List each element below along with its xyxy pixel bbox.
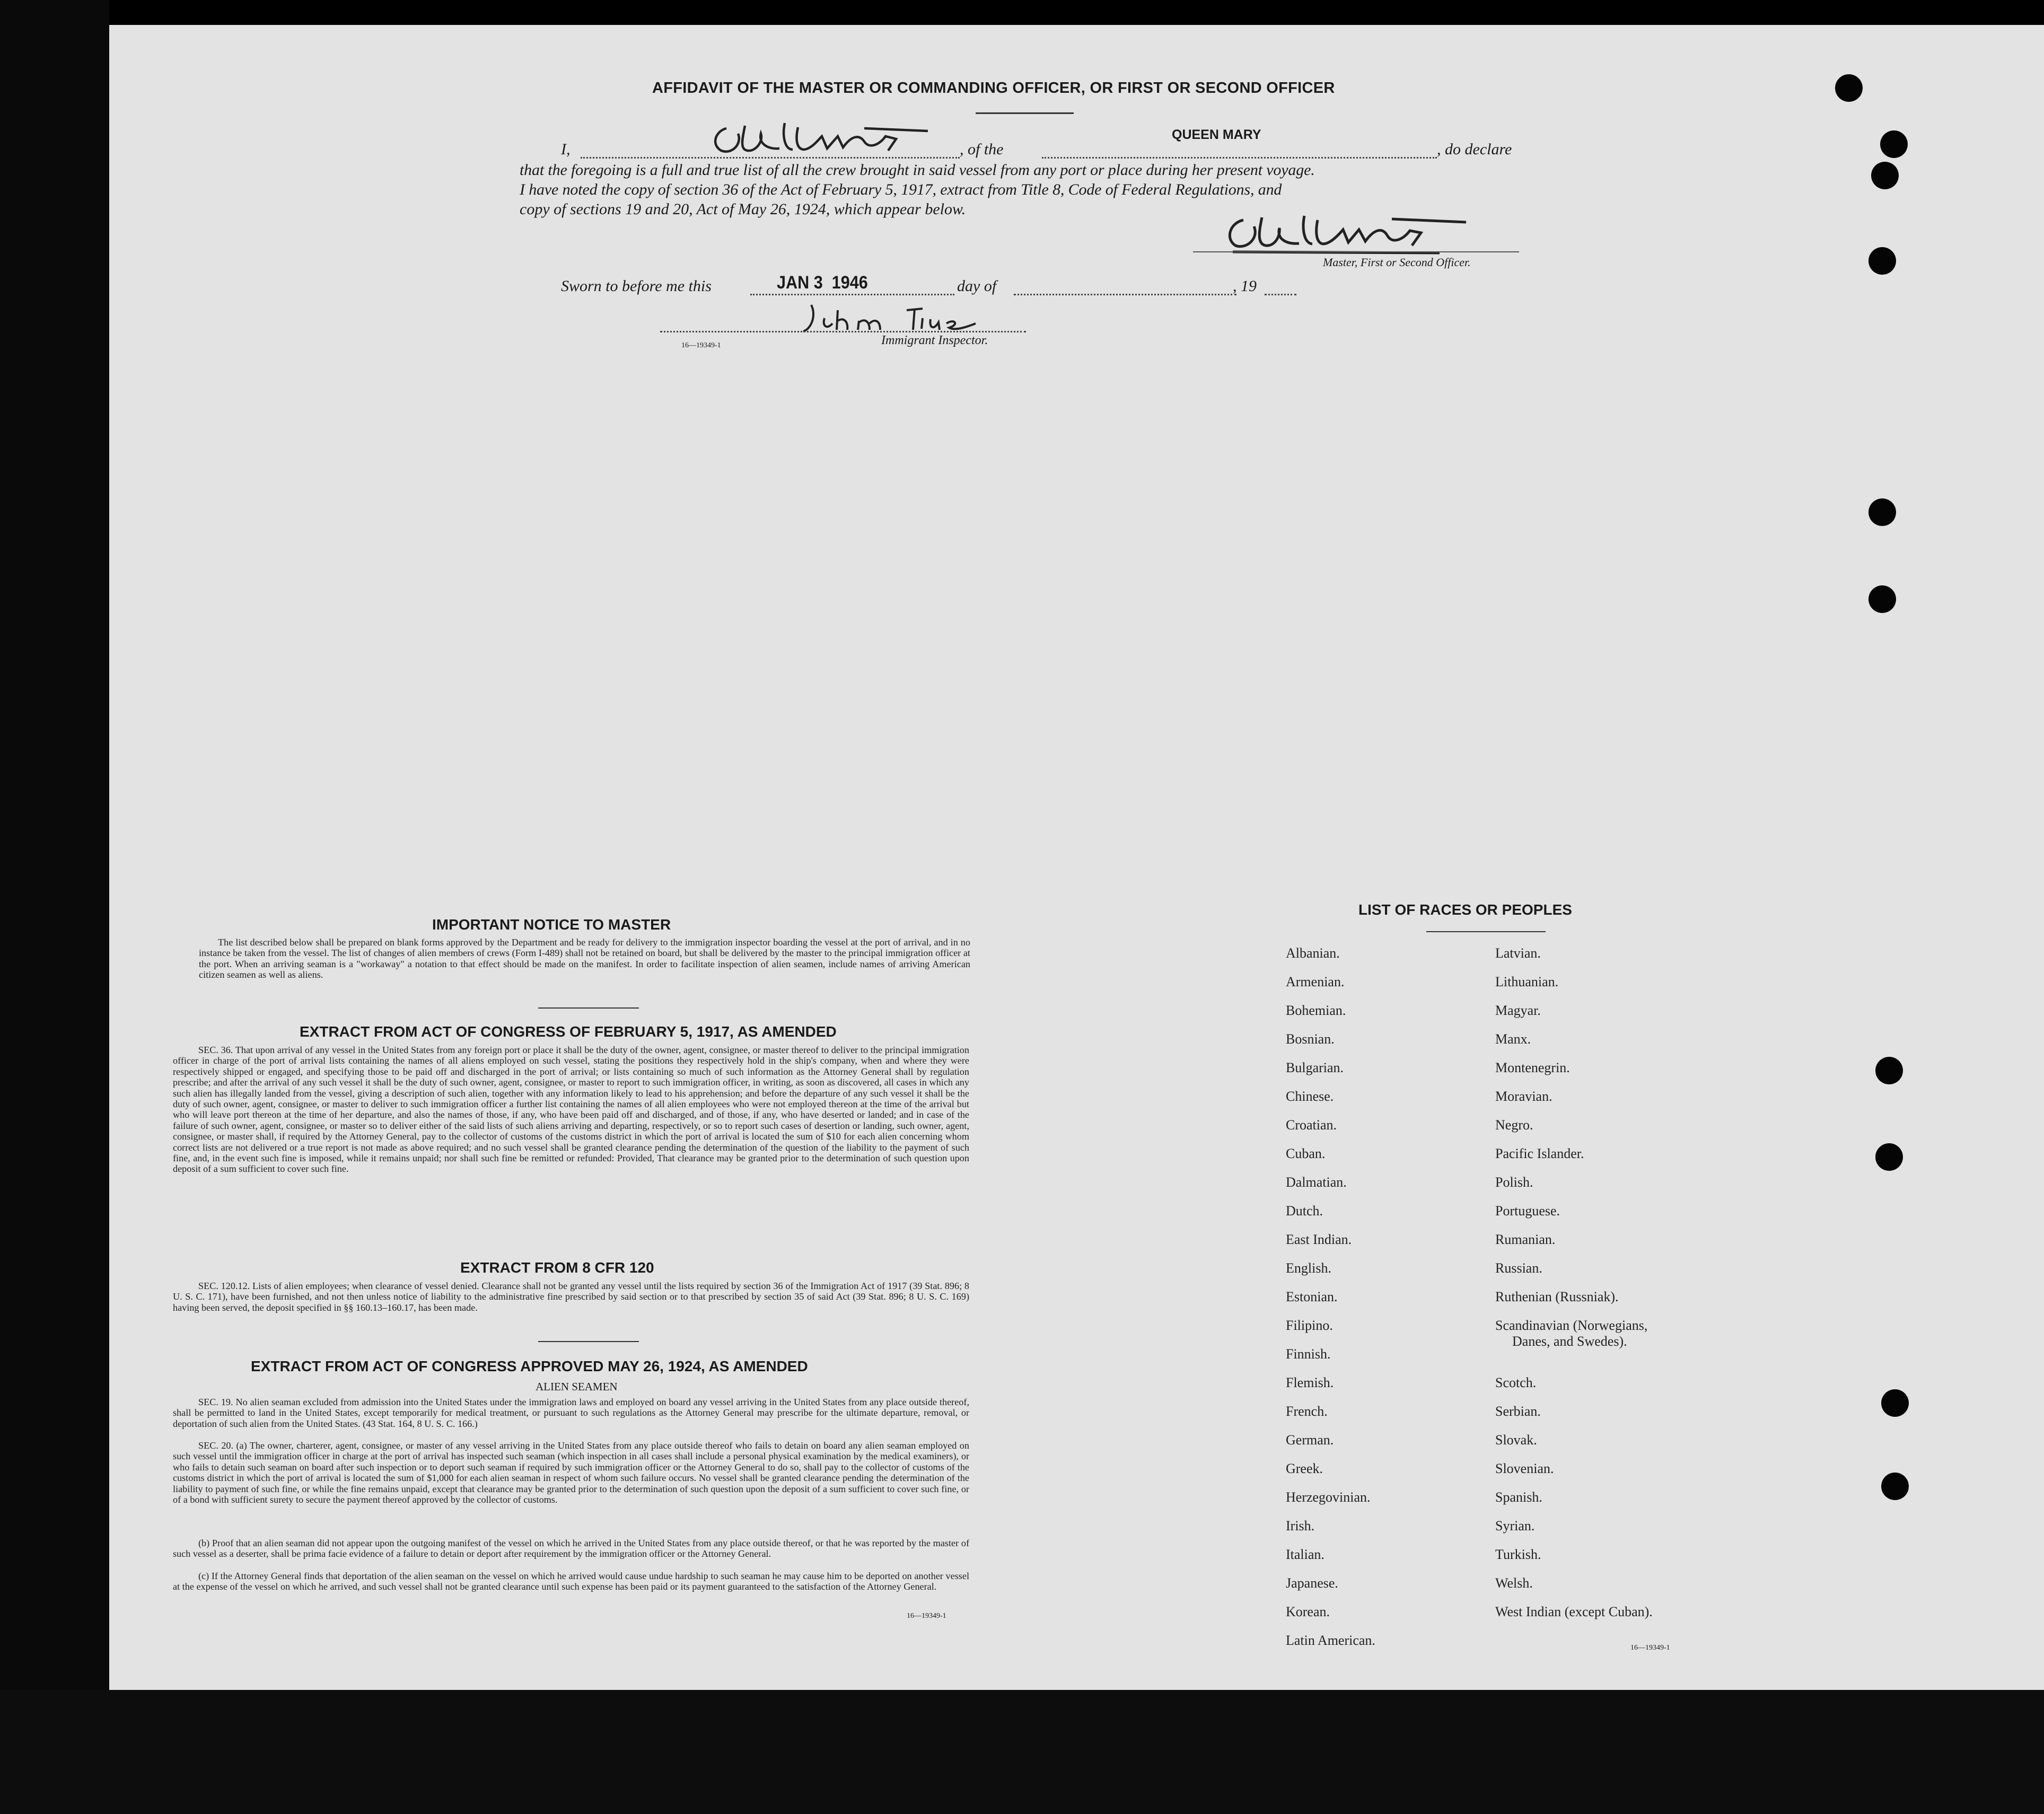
race-item: Cuban.: [1286, 1146, 1326, 1161]
race-item: Manx.: [1495, 1031, 1531, 1047]
scan-border-left: [0, 0, 109, 1814]
punch-hole: [1875, 1057, 1903, 1084]
declarant-prefix: I,: [561, 141, 571, 158]
punch-hole: [1880, 130, 1908, 158]
race-item: Syrian.: [1495, 1518, 1535, 1533]
race-item: Ruthenian (Russniak).: [1495, 1289, 1619, 1304]
race-item: Bosnian.: [1286, 1031, 1335, 1047]
race-item: Korean.: [1286, 1604, 1330, 1619]
race-item: Pacific Islander.: [1495, 1146, 1584, 1161]
sworn-prefix: Sworn to before me this: [561, 277, 712, 295]
race-item: Slovenian.: [1495, 1461, 1554, 1476]
race-item: Estonian.: [1286, 1289, 1338, 1304]
extract-1924-sec20a: SEC. 20. (a) The owner, charterer, agent, consignee, or master of any vessel arriving in the United States from any place outside thereof who fails to detain on board any alien seaman employed on such vessel until the immigration officer in charge at the port of arrival has inspected such seaman (which inspection in all cases shall include a personal physical examination by the medical examiners), or who fails to detain such seaman on board after such inspection or to deport such seaman if required by such immigration officer or the Attorney General to do so, shall pay to the collector of customs of the customs district in which the port of arrival is located the sum of $1,000 for each alien seaman in respect of whom such failure occurs. No vessel shall be granted clearance pending the determination of the liability to payment of such fine, or while the fine remains unpaid, except that clearance may be granted prior to the determination of such question upon the deposit of a sum sufficient to cover such fine, or of a bond with sufficient surety to secure the payment thereof approved by the collector of customs.: [173, 1440, 969, 1505]
punch-hole: [1835, 74, 1863, 102]
master-caption: Master, First or Second Officer.: [1323, 256, 1471, 269]
race-item: Serbian.: [1495, 1404, 1541, 1419]
race-item: Filipino.: [1286, 1318, 1333, 1333]
race-item: Dutch.: [1286, 1203, 1323, 1219]
punch-hole: [1868, 247, 1896, 275]
vessel-blank: [1042, 157, 1437, 159]
races-title-underline: [1426, 931, 1546, 932]
punch-hole: [1875, 1143, 1903, 1171]
extract-1924-title: EXTRACT FROM ACT OF CONGRESS APPROVED MAY 26, 1924, AS AMENDED: [251, 1358, 808, 1374]
extract-1924-sec20c: (c) If the Attorney General finds that deportation of the alien seaman on the vessel on which he arrived would cause undue hardship to such seaman he may cause him to be deported on another vessel at the expense of the vessel on which he arrived, and such vessel shall not be granted clearance until such expense has been paid or its payment guaranteed to the satisfaction of the Attorney General.: [173, 1571, 969, 1592]
race-item: Chinese.: [1286, 1089, 1334, 1104]
extract-form-number: 16—19349-1: [907, 1612, 946, 1620]
race-item: Turkish.: [1495, 1547, 1541, 1562]
race-item: Flemish.: [1286, 1375, 1334, 1390]
extract-cfr-title: EXTRACT FROM 8 CFR 120: [460, 1259, 654, 1276]
race-item: Scotch.: [1495, 1375, 1537, 1390]
punch-hole: [1868, 585, 1896, 613]
notice-title: IMPORTANT NOTICE TO MASTER: [432, 916, 671, 933]
month-blank: [1014, 294, 1236, 295]
punch-hole: [1868, 498, 1896, 526]
race-item: Scandinavian (Norwegians,: [1495, 1318, 1648, 1333]
title-underline: [976, 112, 1074, 114]
extract-1924-sec20b: (b) Proof that an alien seaman did not appear upon the outgoing manifest of the vessel on which he arrived in the United States from any place outside thereof, or that he was reported by the master of such vessel as a deserter, shall be prima facie evidence of a failure to detain or deport after requirement by the immigration officer or the Attorney General.: [173, 1538, 969, 1559]
race-item: Irish.: [1286, 1518, 1315, 1533]
scan-border-bottom: [0, 1690, 2044, 1814]
race-item: Japanese.: [1286, 1575, 1338, 1591]
races-title: LIST OF RACES OR PEOPLES: [1358, 901, 1572, 918]
race-item: Albanian.: [1286, 945, 1340, 961]
affidavit-body-line1: that the foregoing is a full and true list of all the crew brought in said vessel from any port or place during her present voyage.: [520, 161, 1315, 179]
year-prefix: , 19: [1233, 277, 1257, 295]
sworn-date-stamp: JAN 3 1946: [777, 273, 868, 293]
race-item: Lithuanian.: [1495, 974, 1559, 989]
race-item: Magyar.: [1495, 1003, 1541, 1018]
inspector-caption: Immigrant Inspector.: [881, 334, 988, 347]
race-item: Croatian.: [1286, 1117, 1337, 1133]
year-blank: [1265, 294, 1296, 295]
divider: [538, 1007, 639, 1009]
race-item: German.: [1286, 1432, 1334, 1448]
do-declare-label: , do declare: [1437, 141, 1512, 158]
affidavit-form-number: 16—19349-1: [681, 341, 721, 349]
race-item: Moravian.: [1495, 1089, 1552, 1104]
race-item: Herzegovinian.: [1286, 1489, 1371, 1505]
race-item: Italian.: [1286, 1547, 1324, 1562]
divider: [538, 1341, 639, 1342]
race-item: English.: [1286, 1260, 1331, 1276]
race-item: Bulgarian.: [1286, 1060, 1344, 1075]
master-signature-line: [1193, 251, 1519, 252]
inspector-signature-line: [660, 331, 1026, 332]
races-left-column: [1286, 945, 1375, 1661]
declarant-signature: [705, 112, 938, 165]
race-item: Rumanian.: [1495, 1232, 1556, 1247]
race-item: East Indian.: [1286, 1232, 1352, 1247]
race-item: West Indian (except Cuban).: [1495, 1604, 1653, 1619]
affidavit-title: AFFIDAVIT OF THE MASTER OR COMMANDING OFFICER, OR FIRST OR SECOND OFFICER: [652, 80, 1335, 97]
extract-1924-subtitle: ALIEN SEAMEN: [536, 1380, 618, 1393]
extract-1917-text: SEC. 36. That upon arrival of any vessel in the United States from any foreign port or place it shall be the duty of the owner, agent, consignee, or master thereof to deliver to the principal immigration officer in charge of the port of arrival lists containing the names of all aliens employed on such vessel, stating the positions they respectively hold in the ship's company, when and where they were respectively shipped or engaged, and specifying those to be paid off and discharged in the port of arrival; or lists containing so much of such information as the Attorney General shall by regulation prescribe; and after the arrival of any such vessel it shall be the duty of such owner, agent, consignee, or master to report to such immigration officer, in writing, as soon as discovered, all cases in which any such alien has illegally landed from the vessel, giving a description of such alien, together with any information likely to lead to his apprehension; and before the departure of any such vessel it shall be the duty of such owner, agent, consignee, or master to deliver to such immigration officer a further list containing the names of all alien employees who were not employed thereon at the time of the arrival but who will leave port thereon at the time of her departure, and also the names of those, if any, who have been paid off and discharged, and of those, if any, who have deserted or landed; and in case of the failure of such owner, agent, consignee, or master so to deliver either of the said lists of such aliens arriving and departing, respectively, or so to report such cases of desertion or landing, such owner, agent, consignee, or master shall, if required by the Attorney General, pay to the collector of customs of the customs district in which the port of arrival is located the sum of $10 for each alien concerning whom correct lists are not delivered or a true report is not made as above required; and no such vessel shall be granted clearance pending the determination of the question of the liability to the payment of such fine, and, in the event such fine is imposed, while it remains unpaid; nor shall such fine be remitted or refunded: Provided, That clearance may be granted prior to the determination of such question upon deposit of a sum sufficient to cover such fine.: [173, 1045, 969, 1175]
race-item: French.: [1286, 1404, 1328, 1419]
races-form-number: 16—19349-1: [1630, 1644, 1670, 1652]
extract-cfr-text: SEC. 120.12. Lists of alien employees; when clearance of vessel denied. Clearance shall not be granted any vessel until the lists required by section 36 of the Immigration Act of 1917 (39 Stat. 896; 8 U. S. C. 171), have been furnished, and not then unless notice of liability to the administrative fine prescribed by said section or to that prescribed by section 35 of said Act (39 Stat. 896; 8 U. S. C. 169) having been served, the deposit specified in §§ 160.13–160.17, has been made.: [173, 1281, 969, 1313]
race-item: Portuguese.: [1495, 1203, 1560, 1219]
affidavit-body-line3: copy of sections 19 and 20, Act of May 26, 1924, which appear below.: [520, 200, 966, 218]
race-item: Dalmatian.: [1286, 1175, 1347, 1190]
sworn-day-blank: [750, 294, 954, 295]
race-item: Finnish.: [1286, 1346, 1331, 1362]
race-item: Welsh.: [1495, 1575, 1533, 1591]
race-item: Polish.: [1495, 1175, 1533, 1190]
race-item: Slovak.: [1495, 1432, 1537, 1448]
affidavit-body-line2: I have noted the copy of section 36 of the Act of February 5, 1917, extract from Title 8, Code of Federal Regulations, and: [520, 181, 1282, 198]
extract-1917-title: EXTRACT FROM ACT OF CONGRESS OF FEBRUARY 5, 1917, AS AMENDED: [300, 1023, 837, 1040]
punch-hole: [1871, 162, 1899, 189]
punch-hole: [1881, 1389, 1909, 1417]
race-item: Spanish.: [1495, 1489, 1542, 1505]
race-item: Bohemian.: [1286, 1003, 1346, 1018]
race-item: Latin American.: [1286, 1633, 1375, 1648]
of-the-label: , of the: [960, 141, 1004, 158]
vessel-name: QUEEN MARY: [1172, 127, 1261, 142]
extract-1924-sec19: SEC. 19. No alien seaman excluded from admission into the United States under the immigration laws and employed on board any vessel arriving in the United States from any place outside thereof, shall be permitted to land in the United States, except temporarily for medical treatment, or pursuant to such regulations as the Attorney General may prescribe for the ultimate departure, removal, or deportation of such alien from the United States. (43 Stat. 164, 8 U. S. C. 166.): [173, 1397, 969, 1429]
notice-text: The list described below shall be prepared on blank forms approved by the Department and be ready for delivery to the immigration inspector boarding the vessel at the port of arrival, and in no instance be taken from the vessel. The list of changes of alien members of crews (Form I-489) shall not be retained on board, but shall be delivered by the master to the principal immigration officer at the port. When an arriving seaman is a "workaway" a notation to that effect should be made on the manifest. In order to facilitate inspection of alien seamen, include names of arriving American citizen seamen as well as aliens.: [199, 937, 970, 980]
races-right-column: [1495, 945, 1653, 1633]
race-item: Russian.: [1495, 1260, 1542, 1276]
race-item: Latvian.: [1495, 945, 1541, 961]
day-of-label: day of: [957, 277, 997, 295]
race-item: Montenegrin.: [1495, 1060, 1570, 1075]
punch-hole: [1881, 1473, 1909, 1500]
race-item: Negro.: [1495, 1117, 1533, 1133]
race-item: Danes, and Swedes).: [1512, 1334, 1627, 1349]
race-item: Armenian.: [1286, 974, 1345, 989]
race-item: Greek.: [1286, 1461, 1323, 1476]
